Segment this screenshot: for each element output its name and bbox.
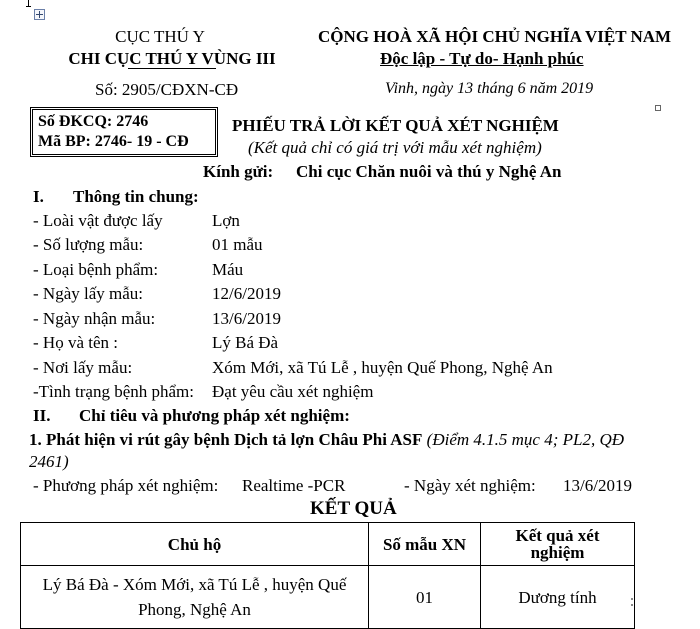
recipient-name: Chi cục Chăn nuôi và thú y Nghệ An bbox=[296, 162, 562, 181]
info-value: Máu bbox=[212, 260, 244, 279]
test-item-name: 1. Phát hiện vi rút gây bệnh Dịch tả lợn Châu Phi ASF bbox=[29, 430, 423, 449]
test-item-reference-cont: 2461) bbox=[29, 452, 69, 471]
cell-owner bbox=[21, 566, 369, 629]
table-header-row bbox=[21, 523, 635, 566]
info-value: Lý Bá Đà bbox=[212, 333, 279, 352]
owner-line: Phong, Nghệ An bbox=[138, 600, 251, 619]
test-date-value: 13/6/2019 bbox=[563, 476, 632, 495]
info-label: - Loài vật được lấy bbox=[33, 211, 163, 230]
document-title: PHIẾU TRẢ LỜI KẾT QUẢ XÉT NGHIỆM bbox=[232, 116, 559, 135]
table-move-handle-icon[interactable] bbox=[34, 9, 45, 20]
test-item-reference: (Điểm 4.1.5 mục 4; PL2, QĐ bbox=[426, 430, 625, 449]
info-label: - Ngày lấy mẫu: bbox=[33, 284, 143, 303]
results-table bbox=[20, 522, 635, 629]
owner-line: Lý Bá Đà - Xóm Mới, xã Tú Lễ , huyện Quế bbox=[42, 575, 347, 594]
column-header-owner: Chủ hộ bbox=[21, 523, 369, 566]
section-2-title: Chỉ tiêu và phương pháp xét nghiệm: bbox=[79, 406, 350, 425]
edge-marker bbox=[631, 598, 633, 600]
registration-code: Số ĐKCQ: 2746 bbox=[38, 113, 149, 130]
document-number: Số: 2905/CĐXN-CĐ bbox=[95, 80, 239, 99]
method-value: Realtime -PCR bbox=[242, 476, 346, 495]
section-1-number: I. bbox=[33, 187, 44, 206]
info-label: - Loại bệnh phẩm: bbox=[33, 260, 159, 279]
test-item bbox=[29, 431, 624, 448]
anchor-marker-icon bbox=[655, 105, 661, 111]
info-label: - Họ và tên : bbox=[33, 333, 118, 352]
column-header-samples: Số mẫu XN bbox=[369, 523, 481, 566]
cell-samples: 01 bbox=[369, 566, 481, 629]
section-2-number: II. bbox=[33, 406, 51, 425]
title-note: (Kết quả chỉ có giá trị với mẫu xét nghiệm) bbox=[248, 138, 542, 157]
sub-agency-name: CHI CỤC THÚ Y VÙNG III bbox=[68, 49, 276, 68]
edge-marker bbox=[631, 604, 633, 606]
info-label: - Ngày nhận mẫu: bbox=[33, 309, 156, 328]
info-value: 01 mẫu bbox=[212, 235, 263, 254]
method-label: - Phương pháp xét nghiệm: bbox=[33, 476, 219, 495]
margin-mark bbox=[26, 6, 31, 7]
results-heading: KẾT QUẢ bbox=[310, 498, 397, 519]
underline-divider bbox=[128, 68, 216, 69]
info-value: 12/6/2019 bbox=[212, 284, 281, 303]
info-value: Đạt yêu cầu xét nghiệm bbox=[212, 382, 374, 401]
info-value: Lợn bbox=[212, 211, 240, 230]
agency-name: CỤC THÚ Y bbox=[115, 27, 205, 46]
info-value: Xóm Mới, xã Tú Lễ , huyện Quế Phong, Nghệ An bbox=[212, 358, 553, 377]
nation-title: CỘNG HOÀ XÃ HỘI CHỦ NGHĨA VIỆT NAM bbox=[318, 27, 672, 46]
national-motto: Độc lập - Tự do- Hạnh phúc bbox=[380, 49, 584, 68]
info-label: -Tình trạng bệnh phẩm: bbox=[33, 382, 194, 401]
column-header-result: Kết quả xét nghiệm bbox=[481, 523, 635, 566]
department-code: Mã BP: 2746- 19 - CĐ bbox=[38, 133, 189, 150]
place-date: Vinh, ngày 13 tháng 6 năm 2019 bbox=[385, 80, 594, 97]
info-value: 13/6/2019 bbox=[212, 309, 281, 328]
recipient-label: Kính gửi: bbox=[203, 162, 274, 181]
table-row bbox=[21, 566, 635, 629]
test-date-label: - Ngày xét nghiệm: bbox=[404, 476, 536, 495]
info-label: - Số lượng mẫu: bbox=[33, 235, 144, 254]
section-1-title: Thông tin chung: bbox=[73, 187, 199, 206]
cell-result: Dương tính bbox=[481, 566, 635, 629]
info-label: - Nơi lấy mẫu: bbox=[33, 358, 133, 377]
